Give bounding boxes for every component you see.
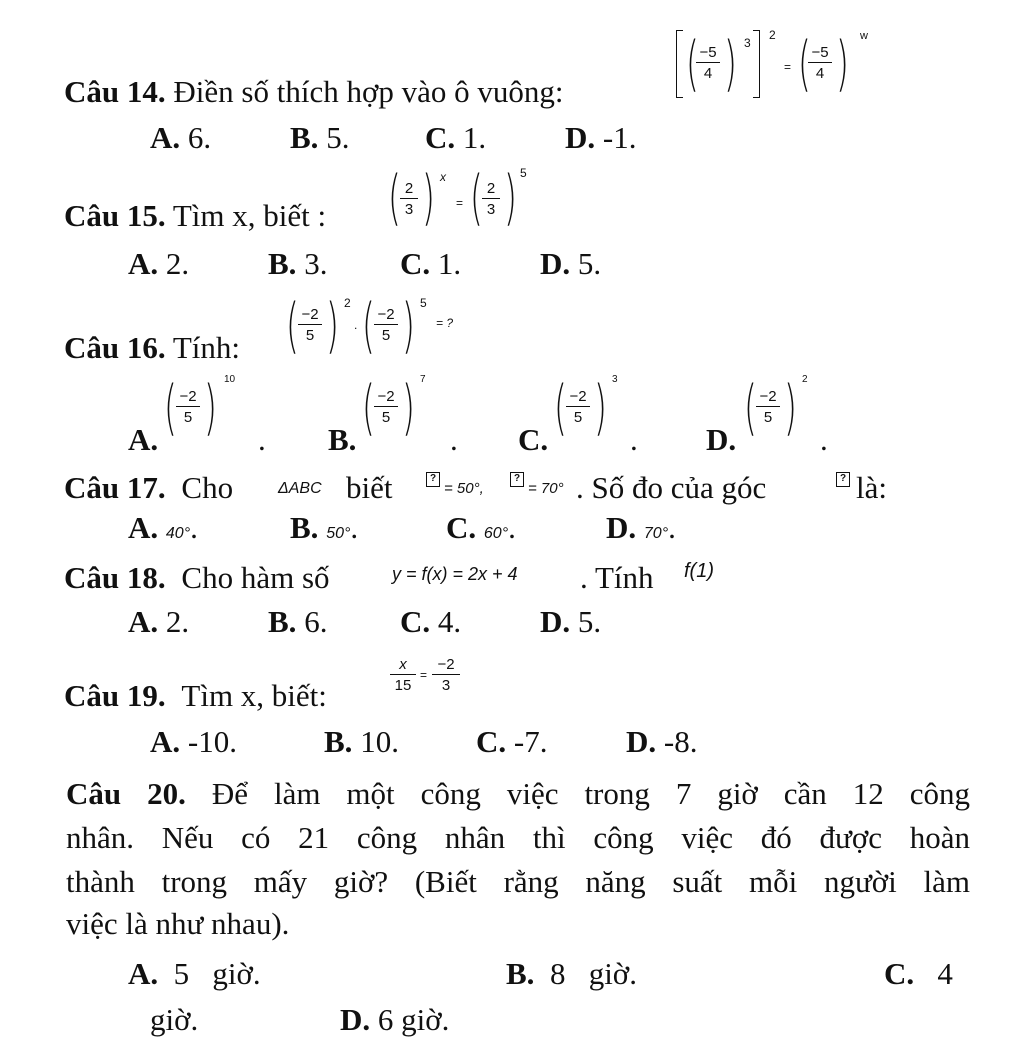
q18-option-d[interactable]: D. 5. [540, 604, 602, 639]
missing-glyph-icon: ? [510, 472, 524, 487]
q20-line-2: nhân. Nếu có 21 công nhân thì công việc đó được hoàn [66, 820, 970, 855]
q20-line-1: Câu 20. Để làm một công việc trong 7 giờ cần 12 công [66, 776, 971, 811]
missing-glyph-icon: ? [426, 472, 440, 487]
q20-option-a[interactable]: A. 5 giờ. [128, 956, 261, 991]
q14-bracket-left [676, 30, 683, 98]
q14-label: Câu 14. [64, 74, 166, 109]
q19-stem: Câu 19. Tìm x, biết: [64, 678, 327, 713]
q16-label: Câu 16. [64, 330, 166, 365]
q14-text: Điền số thích hợp vào ô vuông: [173, 74, 564, 109]
q15-option-d[interactable]: D. 5. [540, 246, 602, 281]
q19-label: Câu 19. [64, 678, 166, 713]
q18-ask: f(1) [684, 560, 714, 582]
q19-option-a[interactable]: A. -10. [150, 724, 237, 759]
q18-stem: Câu 18. Cho hàm số [64, 560, 330, 595]
q19-option-d[interactable]: D. -8. [626, 724, 698, 759]
q14-option-a[interactable]: A. 6. [150, 120, 212, 155]
q15-option-c[interactable]: C. 1. [400, 246, 462, 281]
q15-label: Câu 15. [64, 198, 166, 233]
q20-option-c[interactable]: C. 4 [884, 956, 953, 991]
q20-option-c-continued: giờ. [150, 1002, 199, 1037]
q15-text: Tìm x, biết : [172, 198, 327, 233]
q15-option-a[interactable]: A. 2. [128, 246, 190, 281]
q18-label: Câu 18. [64, 560, 166, 595]
q20-label: Câu 20. [66, 776, 186, 811]
q20-option-b[interactable]: B. 8 giờ. [506, 956, 637, 991]
q16-text: Tính: [172, 330, 241, 365]
q15-option-b[interactable]: B. 3. [268, 246, 328, 281]
q17-option-a[interactable]: A. 40°. [128, 510, 198, 545]
q19-option-b[interactable]: B. 10. [324, 724, 399, 759]
q18-function: y = f(x) = 2x + 4 [392, 564, 518, 584]
q17-label-line: Câu 17. Cho [64, 470, 234, 505]
q18-option-a[interactable]: A. 2. [128, 604, 190, 639]
q15-stem [64, 200, 326, 231]
q14-option-c[interactable]: C. 1. [425, 120, 487, 155]
q18-option-c[interactable]: C. 4. [400, 604, 462, 639]
q17-triangle: ΔABC [278, 480, 322, 497]
q14-fraction: $\frac{-5}{4}$ [696, 44, 720, 82]
q14-option-b[interactable]: B. 5. [290, 120, 350, 155]
q20-option-d[interactable]: D. 6 giờ. [340, 1002, 450, 1037]
q20-line-3: thành trong mấy giờ? (Biết rằng năng suất mỗi người làm [66, 864, 970, 899]
q17-option-b[interactable]: B. 50°. [290, 510, 359, 545]
q19-option-c[interactable]: C. -7. [476, 724, 548, 759]
q17-label: Câu 17. [64, 470, 166, 505]
q18-option-b[interactable]: B. 6. [268, 604, 328, 639]
q14-stem [64, 76, 563, 107]
q16-stem [64, 332, 240, 363]
q17-option-d[interactable]: D. 70°. [606, 510, 676, 545]
q20-line-4: việc là như nhau). [66, 906, 290, 941]
q14-option-d[interactable]: D. -1. [565, 120, 637, 155]
q17-option-c[interactable]: C. 60°. [446, 510, 516, 545]
q14-bracket-right [753, 30, 760, 98]
missing-glyph-icon: ? [836, 472, 850, 487]
